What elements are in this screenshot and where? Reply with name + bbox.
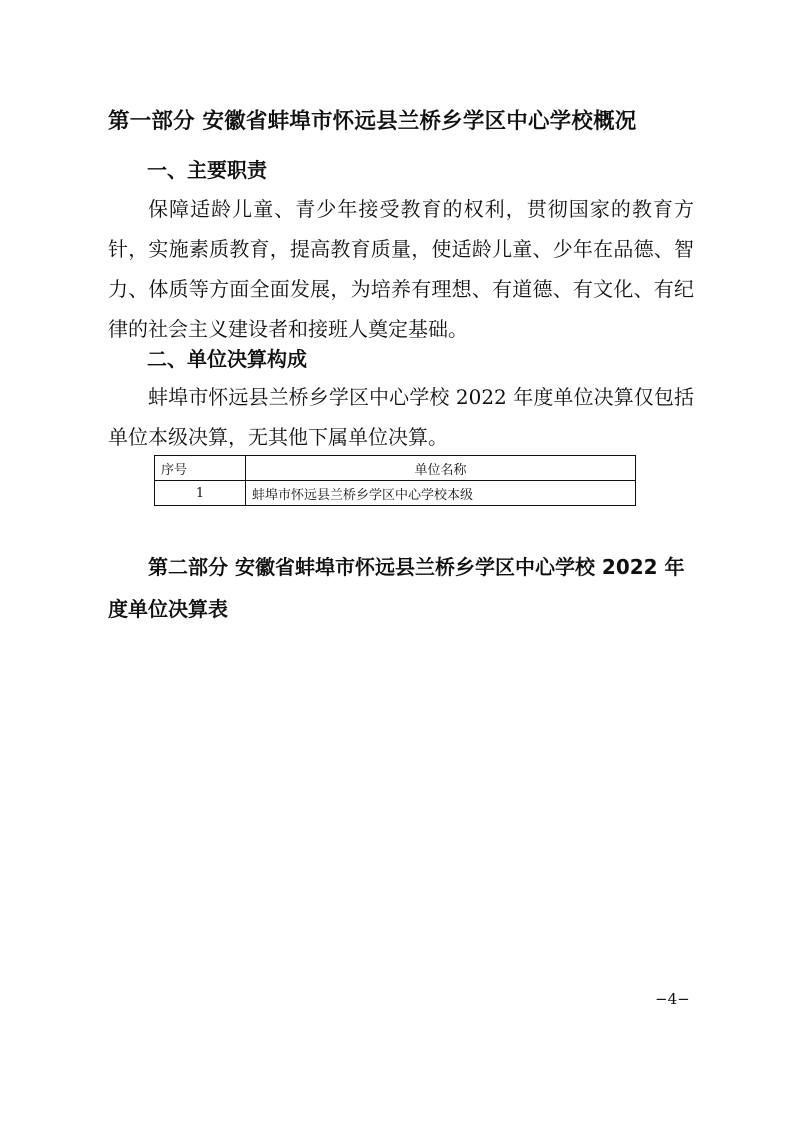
table-cell-seq: 1: [155, 481, 246, 506]
part-two-title: 第二部分 安徽省蚌埠市怀远县兰桥乡学区中心学校 2022 年度单位决算表: [108, 555, 685, 621]
section-body-unit-composition: 蚌埠市怀远县兰桥乡学区中心学校 2022 年度单位决算仅包括单位本级决算，无其他下属单位决算。: [108, 385, 694, 449]
table-cell-unit-name: 蚌埠市怀远县兰桥乡学区中心学校本级: [246, 481, 636, 506]
table-header-unit-name: 单位名称: [246, 456, 636, 481]
page-number: −4−: [655, 990, 690, 1008]
part-one-title: 第一部分 安徽省蚌埠市怀远县兰桥乡学区中心学校概况: [108, 109, 637, 134]
section-heading-unit-composition: 二、单位决算构成: [147, 347, 307, 371]
section-body-main-duties: 保障适龄儿童、青少年接受教育的权利，贯彻国家的教育方针，实施素质教育，提高教育质量，使适龄儿童、少年在品德、智力、体质等方面全面发展，为培养有理想、有道德、有文化、有纪律的社会主义建设者和接班人奠定基础。: [108, 197, 694, 341]
unit-table: [154, 455, 636, 506]
table-row: [155, 481, 636, 506]
section-heading-main-duties: 一、主要职责: [147, 158, 267, 182]
unit-table-header-row: [155, 456, 636, 481]
table-header-seq: 序号: [155, 456, 246, 481]
